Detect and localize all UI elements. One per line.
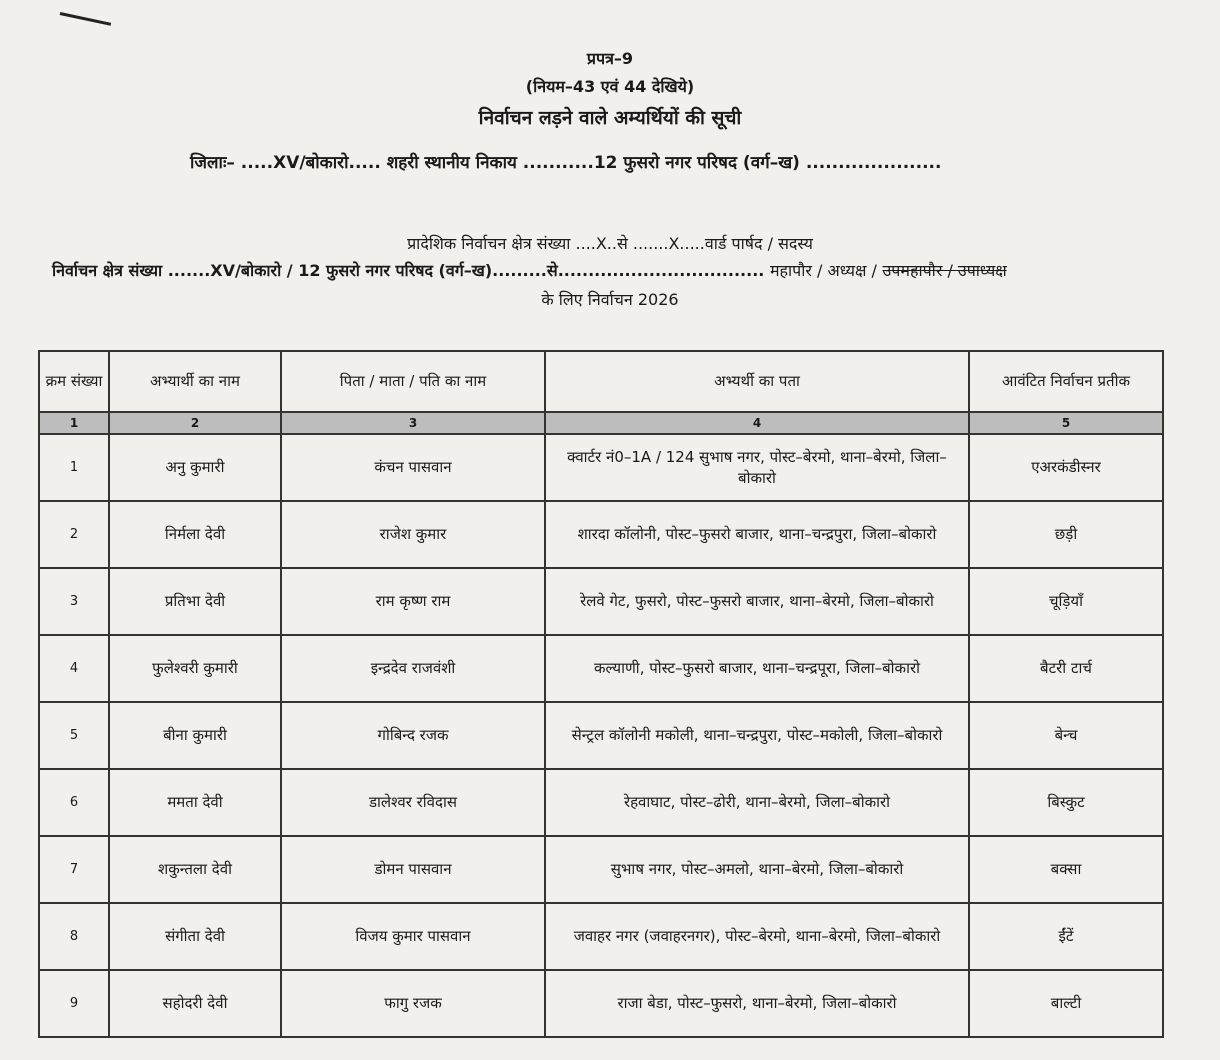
table-row xyxy=(39,434,1163,501)
table-row xyxy=(39,702,1163,769)
table-row xyxy=(39,769,1163,836)
address-cell: क्वार्टर नं0–1A / 124 सुभाष नगर, पोस्ट–बेरमो, थाना–बेरमो, जिला–बोकारो xyxy=(545,434,969,501)
candidate-name-cell: फुलेश्वरी कुमारी xyxy=(109,635,281,702)
symbol-cell: बेन्च xyxy=(969,702,1163,769)
relative-name-cell: राम कृष्ण राम xyxy=(281,568,545,635)
column-number: 5 xyxy=(969,412,1163,434)
relative-name-cell: कंचन पासवान xyxy=(281,434,545,501)
table-row xyxy=(39,568,1163,635)
address-cell: सुभाष नगर, पोस्ट–अमलो, थाना–बेरमो, जिला–बोकारो xyxy=(545,836,969,903)
header-name: अभ्यार्थी का नाम xyxy=(109,351,281,412)
column-number: 2 xyxy=(109,412,281,434)
district-line: जिलाः– .....XV/बोकारो..... शहरी स्थानीय निकाय ...........12 फुसरो नगर परिषद (वर्ग–ख) ..................... xyxy=(190,153,942,173)
post-active: महापौर / अध्यक्ष / xyxy=(769,261,877,280)
header-symbol: आवंटित निर्वाचन प्रतीक xyxy=(969,351,1163,412)
candidate-name-cell: निर्मला देवी xyxy=(109,501,281,568)
pen-stroke-mark xyxy=(60,12,111,26)
symbol-cell: ईंटें xyxy=(969,903,1163,970)
candidate-name-cell: अनु कुमारी xyxy=(109,434,281,501)
serial-cell: 3 xyxy=(39,568,109,635)
relative-name-cell: राजेश कुमार xyxy=(281,501,545,568)
relative-name-cell: इन्द्रदेव राजवंशी xyxy=(281,635,545,702)
constituency-text: निर्वाचन क्षेत्र संख्या .......XV/बोकारो / 12 फुसरो नगर परिषद (वर्ग–ख).........से.................................. xyxy=(52,261,765,280)
relative-name-cell: डालेश्वर रविदास xyxy=(281,769,545,836)
symbol-cell: चूड़ियाँ xyxy=(969,568,1163,635)
serial-cell: 7 xyxy=(39,836,109,903)
candidate-name-cell: संगीता देवी xyxy=(109,903,281,970)
candidate-name-cell: बीना कुमारी xyxy=(109,702,281,769)
column-number-row xyxy=(39,412,1163,434)
candidate-name-cell: ममता देवी xyxy=(109,769,281,836)
address-cell: राजा बेडा, पोस्ट–फुसरो, थाना–बेरमो, जिला–बोकारो xyxy=(545,970,969,1037)
candidate-name-cell: शकुन्तला देवी xyxy=(109,836,281,903)
region-line: प्रादेशिक निर्वाचन क्षेत्र संख्या ....X..से .......X.....वार्ड पार्षद / सदस्य xyxy=(407,234,813,253)
relative-name-cell: गोबिन्द रजक xyxy=(281,702,545,769)
symbol-cell: बाल्टी xyxy=(969,970,1163,1037)
serial-cell: 6 xyxy=(39,769,109,836)
form-number: प्रपत्र–9 xyxy=(586,49,634,68)
address-cell: रेलवे गेट, फुसरो, पोस्ट–फुसरो बाजार, थाना–बेरमो, जिला–बोकारो xyxy=(545,568,969,635)
column-number: 1 xyxy=(39,412,109,434)
symbol-cell: बिस्कुट xyxy=(969,769,1163,836)
symbol-cell: एअरकंडीस्नर xyxy=(969,434,1163,501)
header-address: अभ्यर्थी का पता xyxy=(545,351,969,412)
election-line: के लिए निर्वाचन 2026 xyxy=(541,290,679,309)
symbol-cell: छड़ी xyxy=(969,501,1163,568)
candidate-name-cell: सहोदरी देवी xyxy=(109,970,281,1037)
document-title: निर्वाचन लड़ने वाले अम्यर्थियों की सूची xyxy=(478,107,742,129)
constituency-line xyxy=(52,259,1007,281)
relative-name-cell: विजय कुमार पासवान xyxy=(281,903,545,970)
address-cell: कल्याणी, पोस्ट–फुसरो बाजार, थाना–चन्द्रपूरा, जिला–बोकारो xyxy=(545,635,969,702)
address-cell: शारदा कॉलोनी, पोस्ट–फुसरो बाजार, थाना–चन्द्रपुरा, जिला–बोकारो xyxy=(545,501,969,568)
column-number: 3 xyxy=(281,412,545,434)
relative-name-cell: डोमन पासवान xyxy=(281,836,545,903)
header-serial: क्रम संख्या xyxy=(39,351,109,412)
table-row xyxy=(39,970,1163,1037)
post-struck: उपमहापौर / उपाध्यक्ष xyxy=(882,261,1007,280)
table-header-row xyxy=(39,351,1163,412)
header-relative: पिता / माता / पति का नाम xyxy=(281,351,545,412)
table-row xyxy=(39,501,1163,568)
address-cell: रेहवाघाट, पोस्ट–ढोरी, थाना–बेरमो, जिला–बोकारो xyxy=(545,769,969,836)
table-row xyxy=(39,903,1163,970)
serial-cell: 8 xyxy=(39,903,109,970)
address-cell: जवाहर नगर (जवाहरनगर), पोस्ट–बेरमो, थाना–बेरमो, जिला–बोकारो xyxy=(545,903,969,970)
address-cell: सेन्ट्रल कॉलोनी मकोली, थाना–चन्द्रपुरा, पोस्ट–मकोली, जिला–बोकारो xyxy=(545,702,969,769)
relative-name-cell: फागु रजक xyxy=(281,970,545,1037)
serial-cell: 1 xyxy=(39,434,109,501)
serial-cell: 4 xyxy=(39,635,109,702)
candidate-name-cell: प्रतिभा देवी xyxy=(109,568,281,635)
symbol-cell: बक्सा xyxy=(969,836,1163,903)
column-number: 4 xyxy=(545,412,969,434)
candidate-table xyxy=(38,350,1164,1038)
rule-reference: (नियम–43 एवं 44 देखिये) xyxy=(525,77,695,96)
symbol-cell: बैटरी टार्च xyxy=(969,635,1163,702)
serial-cell: 9 xyxy=(39,970,109,1037)
serial-cell: 5 xyxy=(39,702,109,769)
table-row xyxy=(39,635,1163,702)
serial-cell: 2 xyxy=(39,501,109,568)
table-row xyxy=(39,836,1163,903)
